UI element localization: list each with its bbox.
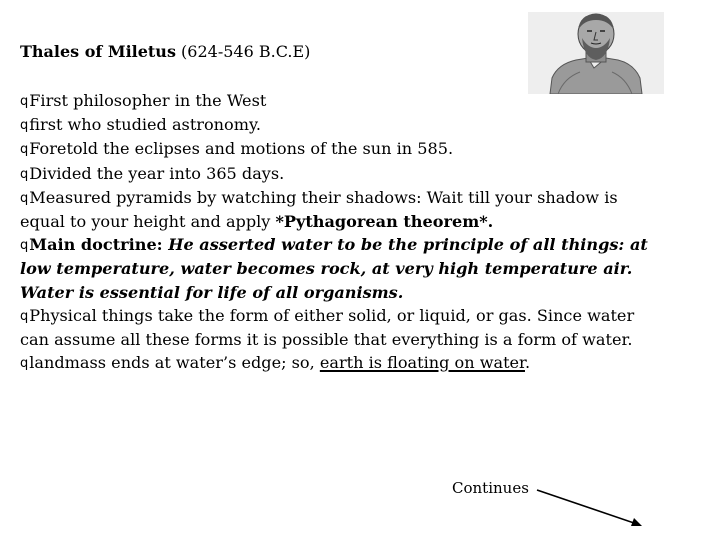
philosopher-name: Thales of Miletus [20,42,176,61]
bullet-text-end: . [524,353,531,373]
doctrine-label: Main doctrine: [29,235,169,255]
doctrine-text: He asserted water to be the principle of all things: at [168,235,648,255]
bullet-text: Measured pyramids by watching their shadows: Wait till your shadow is [29,187,618,207]
pythagorean-theorem-text: *Pythagorean theorem*. [275,212,494,232]
bullet-icon: q [20,94,29,109]
bullet-icon: q [20,190,29,206]
bullet-text: landmass ends at water’s edge; so, [29,353,320,373]
earth-floating-text: earth is floating on water [319,353,525,373]
bullet-text: Divided the year into 365 days. [29,163,285,183]
bullet-text: Foretold the eclipses and motions of the sun in 585. [29,139,454,159]
philosopher-dates: (624-546 B.C.E) [175,42,311,61]
doctrine-line-2: low temperature, water becomes rock, at very high temperature air. [20,259,633,279]
bullet-icon: q [20,142,29,158]
bullet-icon: q [20,238,29,254]
bullet-text: first who studied astronomy. [29,115,262,135]
bullet-icon: q [20,308,29,324]
bullet-icon: q [20,118,29,134]
continues-label: Continues [452,479,529,497]
bullet-text: First philosopher in the West [29,91,267,110]
doctrine-line-3: Water is essential for life of all organisms. [20,282,404,302]
bullet-text: equal to your height and apply [20,212,276,232]
bullet-text: Physical things take the form of either solid, or liquid, or gas. Since water [29,305,635,325]
bullet-physical-things-cont: can assume all these forms it is possible that everything is a form of water. [20,330,633,350]
bullet-icon: q [20,166,29,182]
bullet-icon: q [20,356,29,372]
